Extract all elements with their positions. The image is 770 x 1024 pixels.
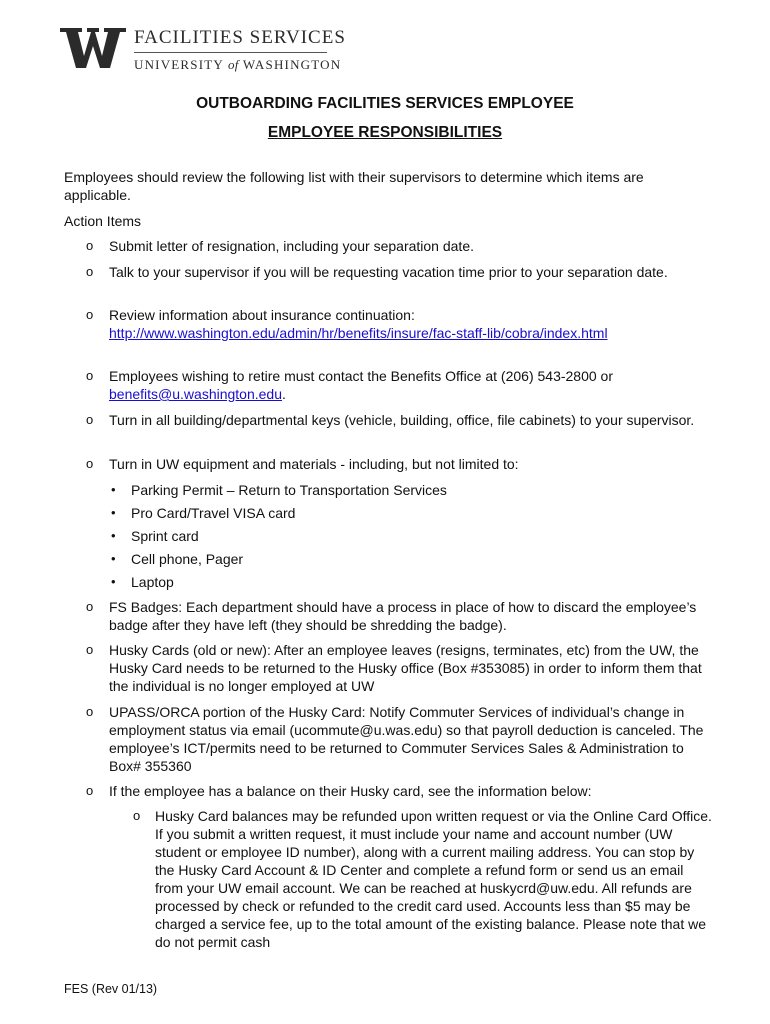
bullet-marker: o: [86, 238, 94, 253]
bullet-dot: •: [111, 482, 116, 497]
bullet-marker: o: [86, 704, 94, 719]
bullet-marker: o: [133, 808, 141, 823]
benefits-email-link[interactable]: benefits@u.washington.edu: [109, 386, 282, 402]
bullet-marker: o: [86, 599, 94, 614]
bullet-marker: o: [86, 456, 94, 471]
intro-paragraph: Employees should review the following list with their supervisors to determine which items are applicable.: [64, 169, 644, 203]
logo-title: FACILITIES SERVICES: [134, 27, 346, 48]
revision-footer: FES (Rev 01/13): [64, 982, 158, 996]
uw-logo: [60, 26, 360, 76]
document-subtitle: EMPLOYEE RESPONSIBILITIES: [267, 124, 503, 141]
logo-subtitle: UNIVERSITY of WASHINGTON: [134, 57, 342, 72]
action-items-label: Action Items: [64, 213, 142, 229]
bullet-dot: •: [111, 551, 116, 566]
bullet-marker: o: [86, 368, 94, 383]
logo-divider: [134, 52, 327, 53]
uw-w-logo-icon: [60, 26, 126, 70]
bullet-marker: o: [86, 412, 94, 427]
bullet-marker: o: [86, 307, 94, 322]
bullet-marker: o: [86, 642, 94, 657]
bullet-marker: o: [86, 264, 94, 279]
insurance-link[interactable]: http://www.washington.edu/admin/hr/benefits/insure/fac-staff-lib/cobra/index.html: [109, 325, 608, 341]
bullet-marker: o: [86, 783, 94, 798]
bullet-dot: •: [111, 505, 116, 520]
bullet-dot: •: [111, 574, 116, 589]
bullet-dot: •: [111, 528, 116, 543]
document-title: OUTBOARDING FACILITIES SERVICES EMPLOYEE: [196, 95, 574, 112]
